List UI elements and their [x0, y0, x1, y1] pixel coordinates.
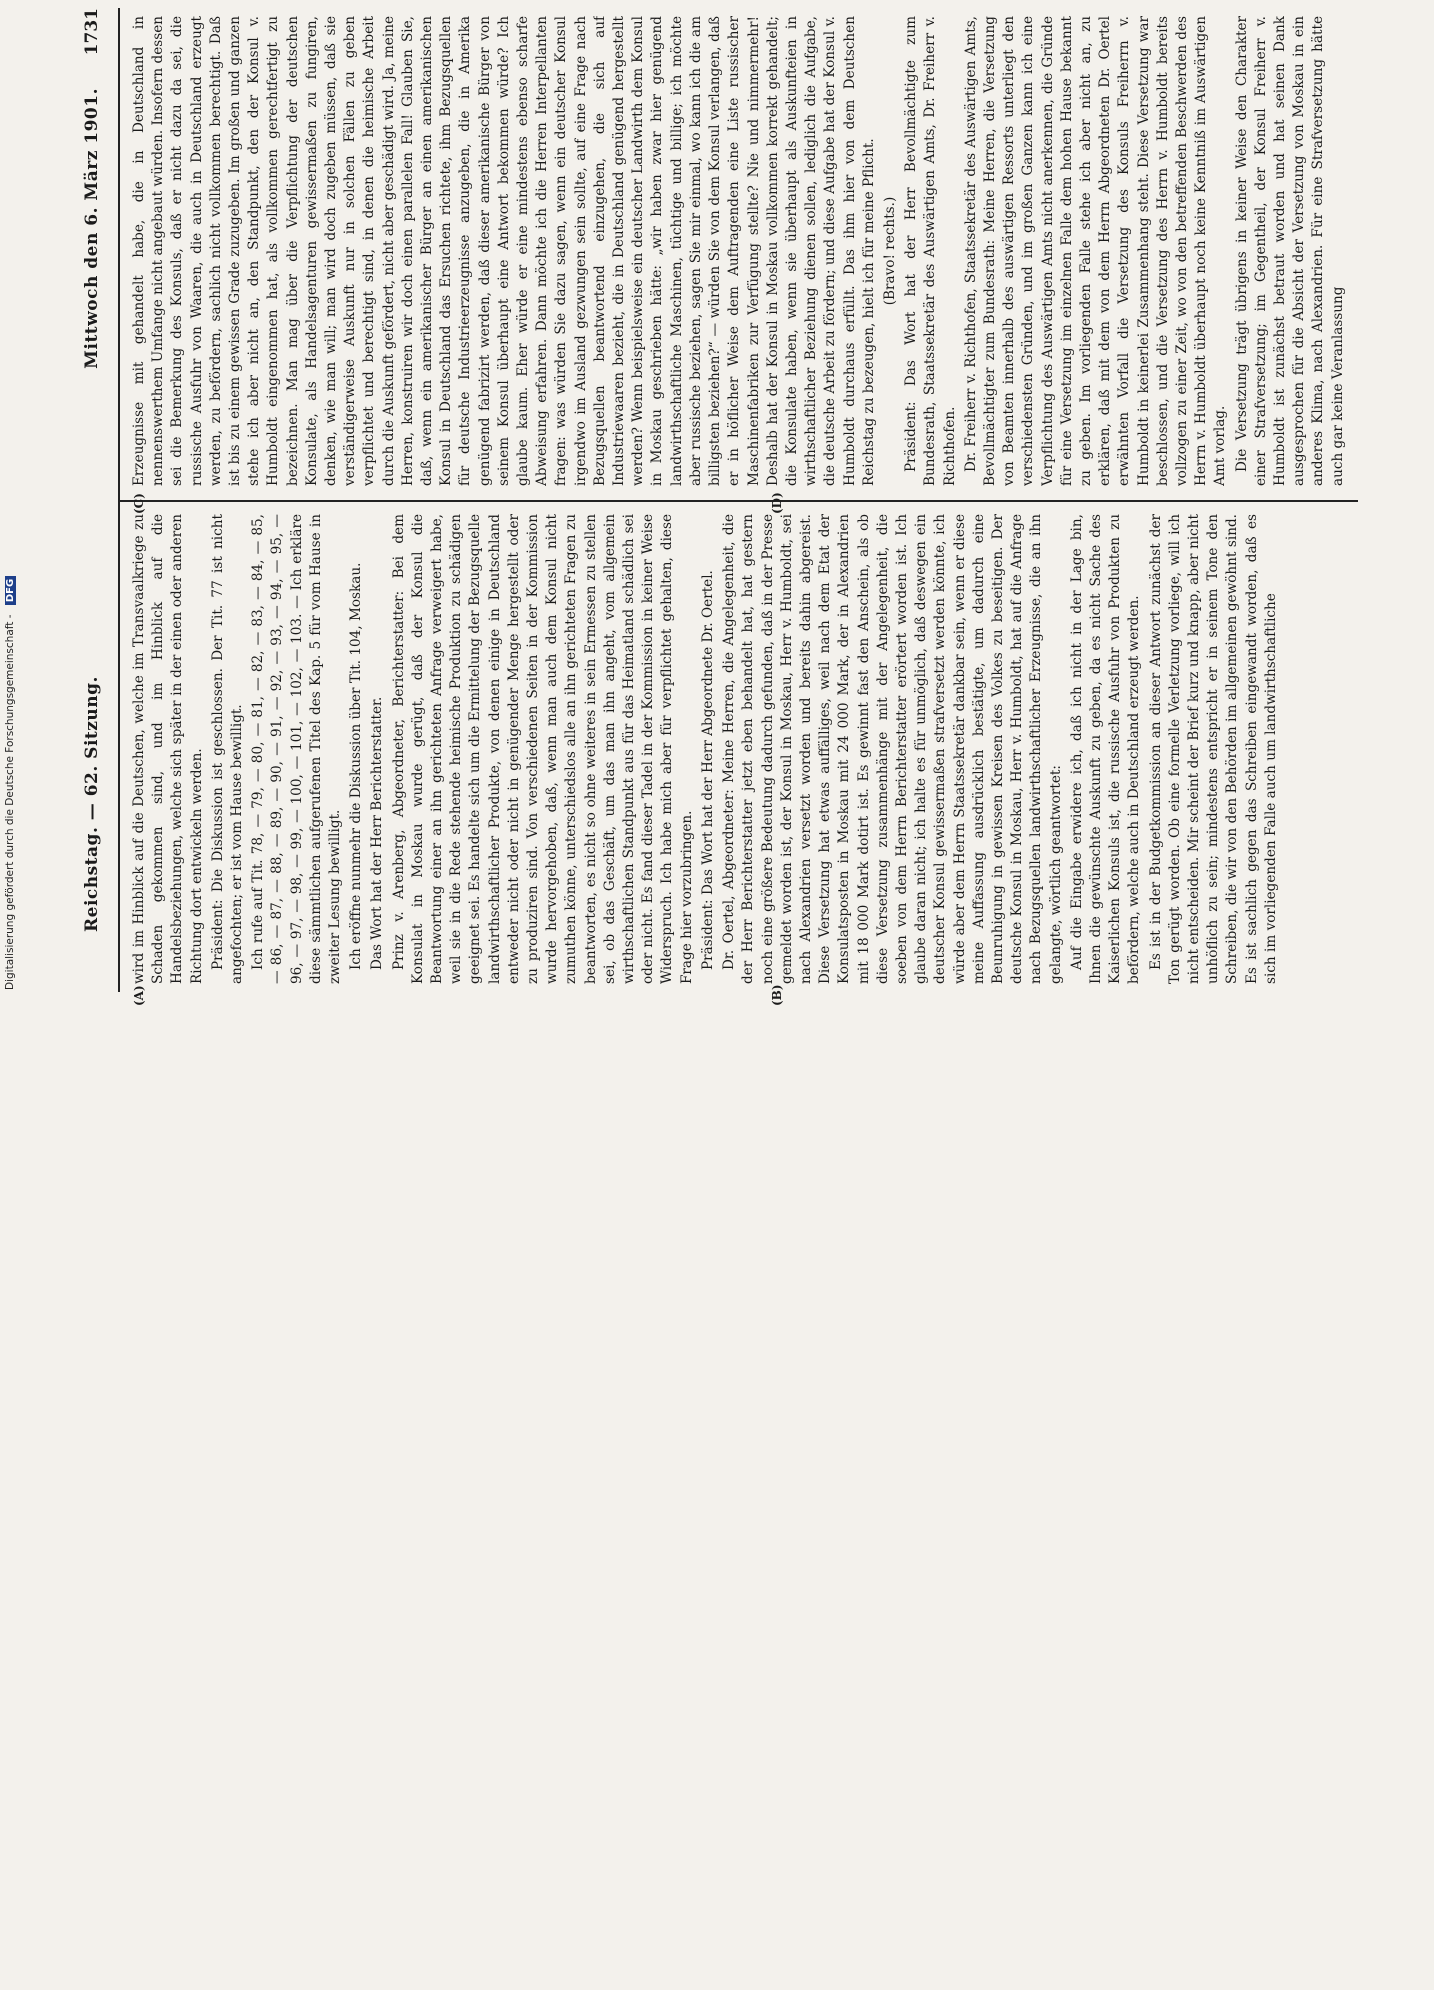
paragraph: Erzeugnisse mit gehandelt habe, die in Deutschland in nennenswerthem Umfange nicht angebaut würden. Insofern dessen sei die Bemerkung des Konsuls, daß er nicht dazu da sei, die russische Ausfuhr von Waaren, die auch in Deutschland erzeugt werden, zu befördern, sachlich nicht vollkommen berechtigt. Daß ist bis zu einem gewissen Grade zuzugeben. Im großen und ganzen stehe ich aber nicht an, den Standpunkt, den der Konsul v. Humboldt eingenommen hat, als vollkommen gerechtfertigt zu bezeichnen. Man mag über die Verpflichtung der deutschen Konsulate, als Handelsagenturen gewissermaßen zu fungiren, denken, wie man will; man wird doch zugeben müssen, daß sie verständigerweise Auskunft nur in solchen Fällen zu geben verpflichtet und berechtigt sind, in denen die heimische Arbeit durch die Auskunft gefördert, nicht aber geschädigt wird. Ja, meine Herren, konstruiren wir doch einen parallelen Fall! Glauben Sie, daß, wenn ein amerikanischer Bürger an einen amerikanischen Konsul in Deutschland das Ersuchen richtete, ihm Bezugsquellen für deutsche Industrieerzeugnisse anzugeben, die in Amerika genügend fabrizirt werden, daß dieser amerikanische Bürger von seinem Konsul überhaupt eine Antwort bekommen würde? Ich glaube kaum. Eher würde er eine mindestens ebenso scharfe Abweisung erfahren. Dann möchte ich die Herren Interpellanten fragen: was würden Sie dazu sagen, wenn ein deutscher Konsul irgendwo im Ausland gezwungen sein sollte, auf eine Frage nach Bezugsquellen beantwortend einzugehen, die sich auf Industriewaaren bezieht, die in Deutschland genügend hergestellt werden? Wenn beispielsweise ein deutscher Landwirth dem Konsul in Moskau geschrieben hätte: „wir haben zwar hier genügend landwirthschaftliche Maschinen, tüchtige und billige; ich möchte aber russische beziehen, sagen Sie mir einmal, wo kann ich die am billigsten beziehen?“ — würden Sie von dem Konsul verlangen, daß er in höflicher Weise dem Auftragenden eine Liste russischer Maschinenfabriken zur Verfügung stellte? Nie und nimmermehr! Deshalb hat der Konsul in Moskau vollkommen korrekt gehandelt; die Konsulate haben, wenn sie überhaupt als Auskunfteien in wirthschaftlicher Beziehung dienen sollen, lediglich die Aufgabe, die deutsche Arbeit zu fördern; und diese Aufgabe hat der Konsul v. Humboldt durchaus erfüllt. Das ihm hier von dem Deutschen Reichstag zu bezeugen, hielt ich für meine Pflicht.: [131, 16, 877, 486]
column-divider: [118, 500, 1358, 502]
paragraph: Ich rufe auf Tit. 78, — 79, — 80, — 81, — 82, — 83, — 84, — 85, — 86, — 87, — 88, — 89, — 90, — 91, — 92, — 93, — 94, — 95, — 96, — 97, — 98, — 99, — 100, — 101, — 102, — 103. — Ich erkläre diese sämmtlichen aufgerufenen Titel des Kap. 5 für vom Hause in zweiter Lesung bewilligt.: [250, 514, 344, 984]
rotated-page: [70, 0, 1370, 1006]
margin-marker-d: (D): [770, 492, 784, 514]
header-right: Mittwoch den 6. März 1901.: [82, 88, 102, 369]
quotation: Auf die Eingabe erwidere ich, daß ich nicht in der Lage bin, Ihnen die gewünschte Auskunft zu geben, da es nicht Sache des Kaiserlichen Konsuls ist, die russische Ausfuhr von Produkten zu befördern, welche auch in Deutschland erzeugt werden.: [1068, 514, 1143, 984]
paragraph: Dr. Oertel, Abgeordneter: Meine Herren, die Angelegenheit, die der Herr Berichterstatter jetzt eben behandelt hat, hat gestern noch eine größere Bedeutung dadurch gefunden, daß in der Presse gemeldet worden ist, der Konsul in Moskau, Herr v. Humboldt, sei nach Alexandrien versetzt worden und bereits dahin abgereist. Diese Versetzung hat etwas auffälliges, weil nach dem Etat der Konsulatsposten in Moskau mit 24 000 Mark, der in Alexandrien mit 18 000 Mark dotirt ist. Es gewinnt fast den Anschein, als ob diese Versetzung zusammenhänge mit der Angelegenheit, die soeben von dem Herrn Berichterstatter erörtert worden ist. Ich glaube daran nicht; ich halte es für unmöglich, daß deswegen ein deutscher Konsul gewissermaßen strafversetzt werden könnte, ich würde aber dem Herrn Staatssekretär dankbar sein, wenn er diese meine Auffassung ausdrücklich bestätigte, um dadurch eine Beunruhigung in gewissen Kreisen des Volkes zu beseitigen. Der deutsche Konsul in Moskau, Herr v. Humboldt, hat auf die Anfrage nach Bezugsquellen landwirthschaftlicher Erzeugnisse, die an ihn gelangte, wörtlich geantwortet:: [721, 514, 1064, 984]
header-left: Reichstag. — 62. Sitzung.: [82, 676, 102, 932]
paragraph: Präsident: Das Wort hat der Herr Bevollmächtigte zum Bundesrath, Staatssekretär des Auswärtigen Amts, Dr. Freiherr v. Richthofen.: [903, 16, 958, 486]
margin-marker-c: (C): [132, 493, 146, 514]
paragraph: Präsident: Das Wort hat der Herr Abgeordnete Dr. Oertel.: [699, 570, 716, 970]
paragraph: Ich eröffne nunmehr die Diskussion über Tit. 104, Moskau.: [348, 562, 365, 970]
footer: [4, 578, 26, 1990]
paragraph: Das Wort hat der Herr Berichterstatter.: [369, 696, 386, 970]
page-header: [82, 8, 122, 992]
paragraph: Die Versetzung trägt übrigens in keiner Weise den Charakter einer Strafversetzung; im Gegentheil, der Konsul Freiherr v. Humboldt ist zunächst betraut worden und hat seinen Dank ausgesprochen für die Absicht der Versetzung von Moskau in ein anderes Klima, nach Alexandrien. Für eine Strafversetzung hätte auch gar keine Veranlassung: [1233, 16, 1346, 486]
margin-marker-a: (A): [132, 985, 146, 1006]
dfg-logo: DFG: [5, 576, 16, 605]
footer-credit: Digitalisierung gefördert durch die Deutsche Forschungsgemeinschaft -: [4, 614, 16, 990]
right-column: [130, 16, 1360, 486]
paragraph: Präsident: Die Diskussion ist geschlossen. Der Tit. 77 ist nicht angefochten; er ist vom Hause bewilligt.: [209, 514, 246, 984]
paragraph: wird im Hinblick auf die Deutschen, welche im Transvaalkriege zu Schaden gekommen sind, und im Hinblick auf die Handelsbeziehungen, welche sich später in der einen oder anderen Richtung dort entwickeln werden.: [131, 514, 205, 984]
applause-note: (Bravo! rechts.): [881, 196, 898, 306]
paragraph: Dr. Freiherr v. Richthofen, Staatssekretär des Auswärtigen Amts, Bevollmächtigter zum Bundesrath: Meine Herren, die Versetzung von Beamten innerhalb des auswärtigen Ressorts unterliegt den verschiedensten Gründen, und im großen Ganzen kann ich eine Verpflichtung des Auswärtigen Amts nicht anerkennen, die Gründe für eine Versetzung im einzelnen Falle dem hohen Hause bekannt zu geben. Im vorliegenden Falle stehe ich aber nicht an, zu erklären, daß mit dem von dem Herrn Abgeordneten Dr. Oertel erwähnten Vorfall die Versetzung des Konsuls Freiherrn v. Humboldt in keinerlei Zusammenhang steht. Diese Versetzung war beschlossen, und die Versetzung des Herrn v. Humboldt bereits vollzogen zu einer Zeit, wo von den betreffenden Beschwerden des Herrn v. Humboldt überhaupt noch keine Kenntniß im Auswärtigen Amt vorlag.: [962, 16, 1229, 486]
paragraph: Prinz v. Arenberg, Abgeordneter, Berichterstatter: Bei dem Konsulat in Moskau wurde gerügt, daß der Konsul die Beantwortung einer an ihn gerichteten Anfrage verweigert habe, weil sie in die Rede stehende heimische Produktion zu schädigen geeignet sei. Es handelte sich um die Ermittelung der Bezugsquelle landwirthschaftlicher Produkte, von denen einige in Deutschland entweder nicht oder nicht in genügender Menge hergestellt oder zu produziren sind. Von verschiedenen Seiten in der Kommission wurde hervorgehoben, daß, wenn man auch dem Konsul nicht zumuthen könne, unterschiedslos alle an ihn gerichteten Fragen zu beantworten, es nicht so ohne weiteres in sein Ermessen zu stellen sei, ob das Geschäft, um das man ihn angeht, vom allgemein wirthschaftlichen Standpunkt aus für das Heimatland schädlich sei oder nicht. Es fand dieser Tadel in der Kommission in keiner Weise Widerspruch. Ich habe mich aber für verpflichtet gehalten, diese Frage hier vorzubringen.: [390, 514, 695, 984]
margin-marker-b: (B): [770, 984, 784, 1006]
left-column: [130, 514, 1360, 984]
paragraph: Es ist in der Budgetkommission an dieser Antwort zunächst der Ton gerügt worden. Ob eine formelle Verletzung vorliege, will ich nicht entscheiden. Mir scheint der Brief kurz und knapp, aber nicht unhöflich zu sein; mindestens entspricht er in seinem Tone den Schreiben, die wir von den Behörden im allgemeinen gewöhnt sind. Es ist sachlich gegen das Schreiben eingewandt worden, daß es sich im vorliegenden Falle auch um landwirthschaftliche: [1147, 514, 1279, 984]
footer-text: [4, 576, 16, 990]
page-number: 1731: [82, 8, 102, 56]
